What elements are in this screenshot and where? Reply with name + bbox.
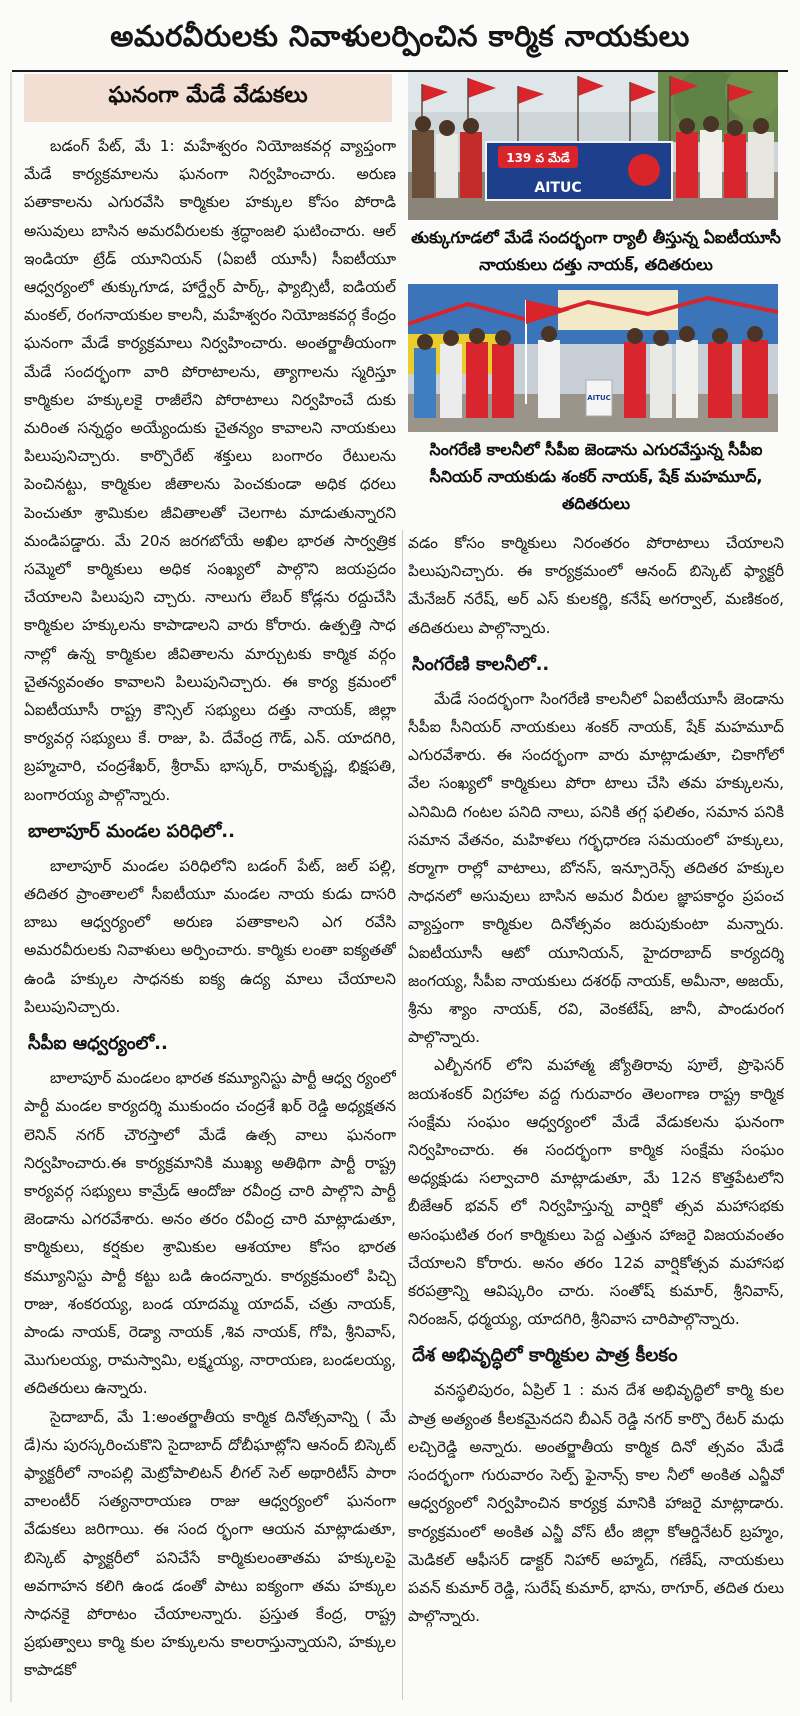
headline: అమరవీరులకు నివాళులర్పించిన కార్మిక నాయకులు <box>12 10 788 72</box>
flag-hoisting-photo <box>408 284 778 432</box>
section-heading-development: దేశ అభివృద్ధిలో కార్మికుల పాత్ర కీలకం <box>412 1345 678 1367</box>
section-heading-singareni: సింగరేణి కాలనీలో.. <box>412 653 550 675</box>
article-paragraph: మేడే సందర్భంగా సింగరేణి కాలనీలో ఏఐటీయూసీ జెండాను సీపీఐ సీనియర్ నాయకులు శంకర్ నాయక్, షేక్ మహమూద్ ఎగురవేశారు. ఈ సందర్భంగా వారు మాట్లాడుతూ, చికాగోలో వేల సంఖ్యలో కార్మికులు పోరా టాలు చేసి తమ హక్కులను, ఎనిమిది గంటల పనిది నాలు, పనికి తగ్గ ఫలితం, సమాన పనికి సమాన వేతనం, మహిళలు గర్భధారణ సమయంలో హక్కులు, కర్మాగా రాల్లో వాటాలు, బోనస్, ఇన్సూరెన్స్ తదితర హక్కుల సాధనలో అసువులు బాసిన అమర వీరుల జ్ఞాపకార్ధం ప్రపంచ వ్యాప్తంగా కార్మికుల దినోత్సవం జరుపుకుంటా మన్నారు. ఏఐటీయూసీ ఆటో యూనియన్, హైదరాబాద్ కార్యదర్శి జంగయ్య, సీపీఐ నాయకులు దశరథ్ నాయక్, అమీనా, అజయ్, శ్రీను శ్యాం నాయక్, రవి, వెంకటేష్, జానీ, పాండురంగ పాల్గొన్నారు. <box>408 689 784 1047</box>
article-paragraph: బాలాపూర్ మండల పరిధిలోని బడంగ్ పేట్, జల్ పల్లి, తదితర ప్రాంతాలలో సీఐటీయూ మండల నాయ కుడు దాసరి బాబు ఆధ్వర్యంలో అరుణ పతాకాలని ఎగ రవేసి అమరవీరులకు నివాళులు అర్పించారు. కార్మికు లంతా ఐక్యతతో ఉండి హక్కుల సాధనకు ఐక్య ఉద్య మాలు చేయాలని పిలుపునిచ్చారు. <box>24 856 396 1016</box>
article-paragraph: సైదాబాద్, మే 1:అంతర్జాతీయ కార్మిక దినోత్సవాన్ని ( మే డే)ను పురస్కరించుకొని సైదాబాద్ దోబీఘాట్లోని ఆనంద్ బిస్కెట్ ఫ్యాక్టరీలో నాంపల్లి మెట్రోపాలిటన్ లీగల్ సెల్ అథారిటీస్ పారా వాలంటీర్ సత్యనారాయణ రాజు ఆధ్వర్యంలో ఘనంగా వేడుకలు జరిగాయి. ఈ సంద ర్భంగా ఆయన మాట్లాడుతూ, బిస్కెట్ ఫ్యాక్టరీలో పనిచేసే కార్మికులంతాతమ హక్కులపై అవగాహన కలిగి ఉండ డంతో పాటు ఐక్యంగా తమ హక్కుల సాధనకై పోరాటం చేయాలన్నారు. ప్రస్తుత కేంద్ర, రాష్ట్ర ప్రభుత్వాలు కార్మి కుల హక్కులను కాలరాస్తున్నాయని, హక్కుల కాపాడకో <box>24 1407 396 1680</box>
section-heading-cpi: సీపీఐ ఆధ్వర్యంలో.. <box>28 1033 168 1055</box>
banner-aituc-label: AITUC <box>534 180 582 196</box>
right-column <box>408 72 784 1712</box>
rally-photo-image <box>408 72 778 220</box>
subhead: ఘనంగా మేడే వేడుకలు <box>24 74 392 122</box>
article-paragraph: వడం కోసం కార్మికులు నిరంతరం పోరాటాలు చేయాలని పిలుపునిచ్చారు. ఈ కార్యక్రమంలో ఆనంద్ బిస్కెట్ ఫ్యాక్టరీ మేనేజర్ నరేష్, అర్ ఎస్ కులకర్ణి, కనేష్ అగర్వాల్, మణికంఠ, తదితరులు పాల్గొన్నారు. <box>408 534 784 637</box>
flag-hoisting-photo-image <box>408 284 778 432</box>
section-heading-balapur: బాలాపూర్ మండల పరిధిలో.. <box>28 820 235 842</box>
article-paragraph: ఎల్బీనగర్ లోని మహాత్మ జ్యోతిరావు పూలే, ప్రొఫెసర్ జయశంకర్ విగ్రహాల వద్ద గురువారం తెలంగాణ రాష్ట్ర కార్మిక సంక్షేమ సంఘం ఆధ్వర్యంలో మేడే వేడుకలను ఘనంగా నిర్వహించారు. ఈ సందర్భంగా కార్మిక సంక్షేమ సంఘం అధ్యక్షుడు సల్వాచారి మాట్లాడుతూ, మే 12న కొత్తపేటలోని బీజేఆర్ భవన్ లో నిర్వహిస్తున్న వార్షికో త్సవ మహాసభకు అసంఘటిత రంగ కార్మికులు పెద్ద ఎత్తున హాజరై విజయవంతం చేయాలని కోరారు. అనం తరం 12వ వార్షికోత్సవ మహాసభ కరపత్రాన్ని ఆవిష్కరిం చారు. సంతోష్ కుమార్, శ్రీనివాస్, నిరంజన్, ధర్మయ్య, యాదగిరి, శ్రీనివాస చారిపాల్గొన్నారు. <box>408 1056 784 1329</box>
article-paragraph: బడంగ్ పేట్, మే 1: మహేశ్వరం నియోజకవర్గ వ్యాప్తంగా మేడే కార్యక్రమాలను ఘనంగా నిర్వహించారు. అరుణ పతాకాలను ఎగురవేసి కార్మికుల హక్కుల కోసం పోరాడి అసువులు బాసిన అమరవీరులకు శ్రద్ధాంజలి ఘటించారు. ఆల్ ఇండియా ట్రేడ్ యూనియన్ (ఏఐటీ యూసీ) సీఐటీయూ ఆధ్వర్యంలో తుక్కుగూడ, హార్డ్వేర్ పార్క్, ఫ్యాబ్సిటీ, ఐడియల్ మంకల్, రంగనాయకుల కాలనీ, మహేశ్వరం నియోజకవర్గ కేంద్రం ఘనంగా మేడే కార్యక్రమాలు నిర్వహించారు. అంతర్జాతీయంగా మేడే సందర్భంగా వారి పోరాటాలను, త్యాగాలను స్మరిస్తూ కార్మికుల హక్కులకై రాజీలేని పోరాటాలు నిర్వహించే దుకు మరింత సన్నద్ధం అయ్యేందుకు చైతన్యం కావాలని నాయకులు పిలుపునిచ్చారు. కార్పొరేట్ శక్తులు బంగారం రేటులను పెంచినట్టు, కార్మికుల జీతాలను పెంచకుండా అధిక ధరలు పెంచుతూ శ్రామికుల జీవితాలతో చెలగాట మాడుతున్నారని మండిపడ్డారు. మే 20న జరగబోయే అఖిల భారత సార్వత్రిక సమ్మెలో కార్మికులు అధిక సంఖ్యలో పాల్గొని జయప్రదం చేయాలని పిలుపుని చ్చారు. నాలుగు లేబర్ కోడ్లను రద్దుచేసి కార్మికుల హక్కులను కాపాడాలని వారు కోరారు. ఉత్పత్తి సాధ నాల్లో ఉన్న కార్మికుల జీవితాలను మార్చుటకు కార్మిక వర్గం చైతన్యవంతం కావాలని పిలుపునిచ్చారు. ఈ కార్య క్రమంలో ఏఐటీయూసీ రాష్ట్ర కౌన్సిల్ సభ్యులు దత్తు నాయక్, జిల్లా కార్యవర్గ సభ్యులు కే. రాజు, పి. దేవేంద్ర గౌడ్, ఎన్. యాదగిరి, బ్రహ్మచారి, చంద్రశేఖర్, శ్రీరామ్ భాస్కర్, రామకృష్ణ, భిక్షపతి, బంగారయ్య పాల్గొన్నారు. <box>24 137 396 804</box>
left-margin-rule <box>10 72 12 1702</box>
article-paragraph: వనస్థలిపురం, ఏప్రిల్ 1 : మన దేశ అభివృద్ధిలో కార్మి కుల పాత్ర అత్యంత కీలకమైనదని బీఎన్ రెడ్డి నగర్ కార్పొ రేటర్ మధు లచ్చిరెడ్డి అన్నారు. అంతర్జాతీయ కార్మిక దినో త్సవం మేడే సందర్భంగా గురువారం సెల్ప్ ఫైనాన్స్ కాల నీలో అంకిత ఎన్జీవో ఆధ్వర్యంలో నిర్వహించిన కార్యక్ర మానికి హాజరై మాట్లాడారు. కార్యక్రమంలో అంకిత ఎన్జీ వోస్ టీం జిల్లా కోఆర్డినేటర్ బ్రహ్మం, మెడికల్ ఆఫీసర్ డాక్టర్ నిహార్ అహ్మద్, గణేష్, నాయకులు పవన్ కుమార్ రెడ్డి, సురేష్ కుమార్, భాను, ఠాగూర్, తదిత రులు పాల్గొన్నారు. <box>408 1381 784 1626</box>
banner-label: 139 వ మేడే <box>506 151 570 165</box>
rally-photo <box>408 72 778 220</box>
photo-caption: తుక్కుగూడలో మేడే సందర్భంగా ర్యాలీ తీస్తున్న ఏఐటీయూసీ నాయకులు దత్తు నాయక్, తదితరులు <box>411 228 781 274</box>
photo-caption: సింగరేణి కాలనీలో సీపీఐ జెండాను ఎగురవేస్తున్న సీపీఐ సీనియర్ నాయకుడు శంకర్ నాయక్, షేక్ మహమూద్, తదితరులు <box>429 440 763 513</box>
column-divider <box>402 530 403 1700</box>
pillar-aituc-label: AITUC <box>587 394 611 402</box>
left-column <box>24 72 396 1712</box>
article-paragraph: బాలాపూర్ మండలం భారత కమ్యూనిస్టు పార్టీ ఆధ్వ ర్యంలో పార్టీ మండల కార్యదర్శి ముకుందం చంద్రశే ఖర్ రెడ్డి అధ్యక్షతన లెనిన్ నగర్ చౌరస్తాలో మేడే ఉత్స వాలు ఘనంగా నిర్వహించారు.ఈ కార్యక్రమానికి ముఖ్య అతిథిగా పార్టీ రాష్ట్ర కార్యవర్గ సభ్యులు కామ్రేడ్ ఆందోజు రవీంద్ర చారి పాల్గొని పార్టీ జెండాను ఎగరవేశారు. అనం తరం రవీంద్ర చారి మాట్లాడుతూ, కార్మికులు, కర్షకుల శ్రామికుల ఆశయాల కోసం భారత కమ్యూనిస్టు పార్టీ కట్టు బడి ఉందన్నారు. కార్యక్రమంలో పిచ్చి రాజు, శంకరయ్య, బండ యాదమ్మ యాదవ్, చత్రు నాయక్, పాండు నాయక్, రెడ్యా నాయక్ ,శివ నాయక్, గోపి, శ్రీనివాస్, మొగులయ్య, రామస్వామి, లక్ష్మయ్య, నారాయణ, బండలయ్య, తదితరులు ఉన్నారు. <box>24 1069 396 1398</box>
